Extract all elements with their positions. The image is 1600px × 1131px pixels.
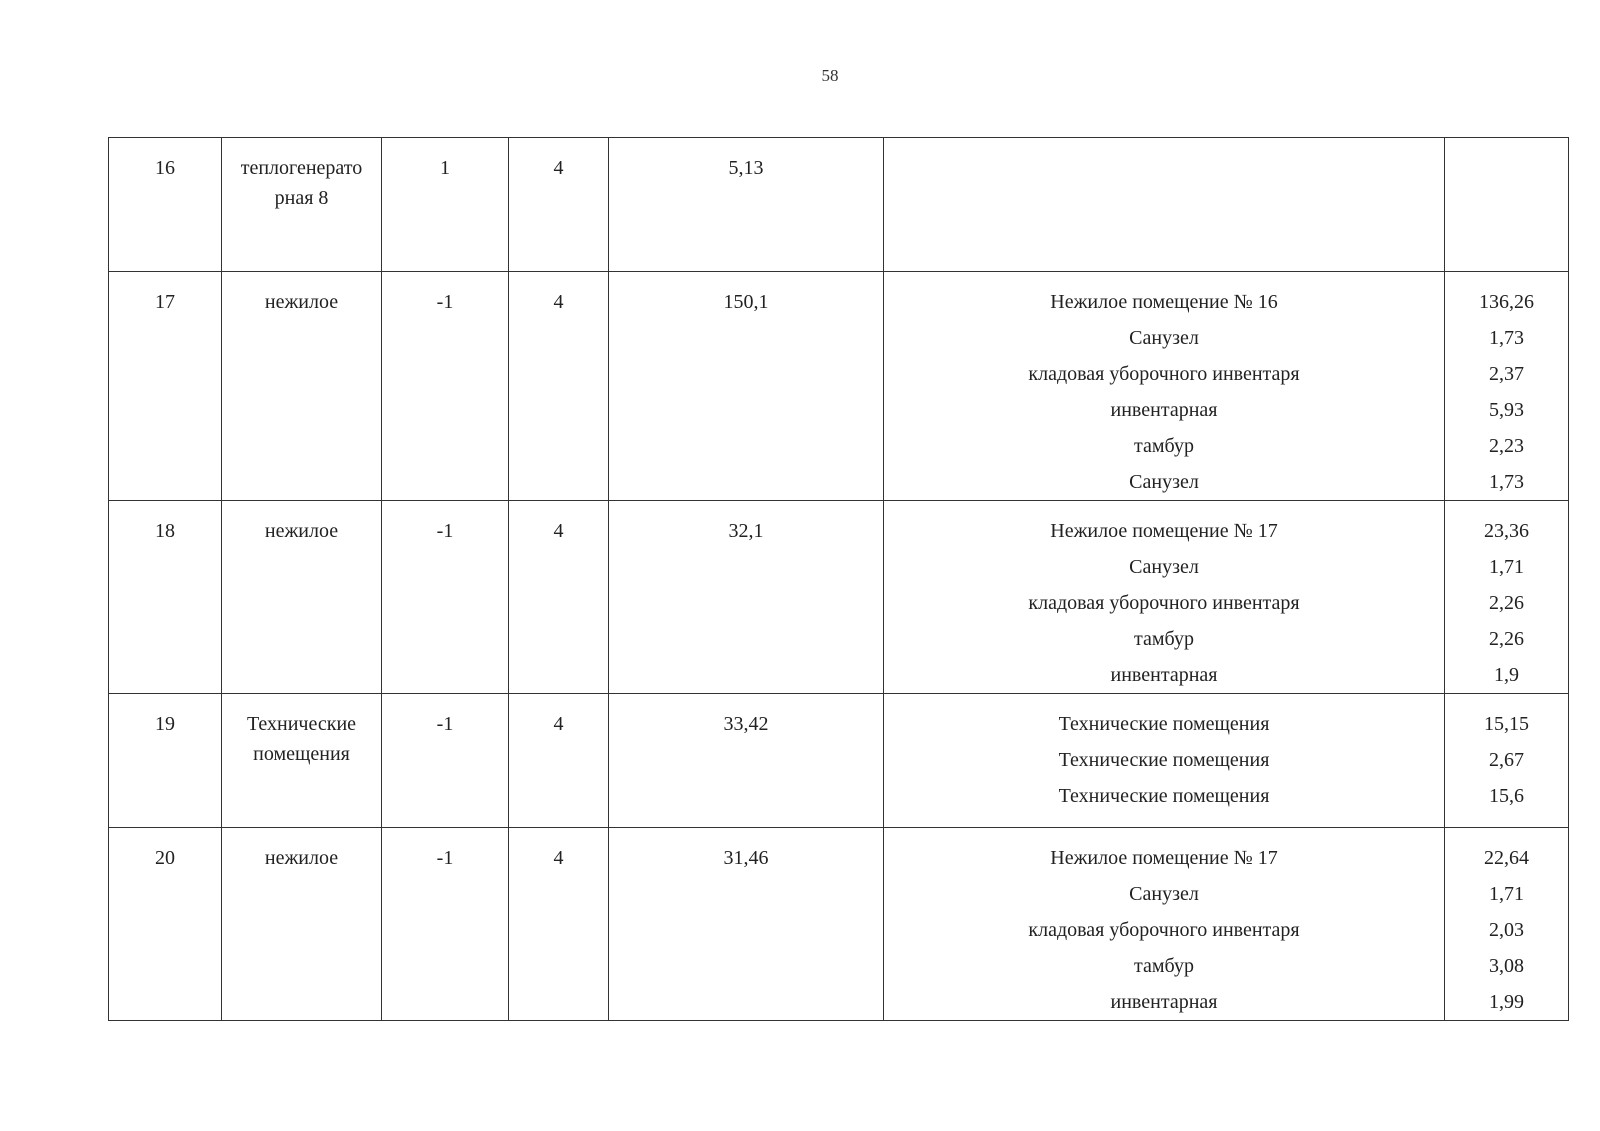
room-areas-cell (1445, 694, 1569, 828)
room-area: 22,64 (1484, 847, 1529, 869)
row-number-cell: 17 (109, 272, 222, 501)
room-name: тамбур (1134, 435, 1194, 457)
column-4-cell: 4 (509, 272, 609, 501)
room-areas-cell (1445, 501, 1569, 694)
page-number: 58 (821, 66, 839, 85)
room-name: инвентарная (1110, 991, 1218, 1013)
column-4-cell: 4 (509, 501, 609, 694)
room-name: кладовая уборочного инвентаря (1028, 592, 1300, 614)
room-area: 5,93 (1489, 399, 1524, 421)
room-area: 3,08 (1489, 955, 1524, 977)
premises-type-cell (222, 694, 382, 828)
floor-cell: -1 (382, 828, 509, 1021)
room-area: 1,71 (1489, 556, 1524, 578)
room-area: 136,26 (1479, 291, 1534, 313)
premises-type-line: нежилое (264, 520, 339, 542)
total-area-cell: 150,1 (609, 272, 884, 501)
room-area: 2,26 (1489, 628, 1524, 650)
row-number-cell: 16 (109, 138, 222, 272)
row-number-cell: 19 (109, 694, 222, 828)
premises-type-line: Технические (246, 713, 357, 735)
column-4-cell: 4 (509, 694, 609, 828)
premises-type-line: нежилое (264, 291, 339, 313)
total-area-cell: 31,46 (609, 828, 884, 1021)
room-areas-cell (1445, 272, 1569, 501)
room-name: Санузел (1129, 471, 1199, 493)
room-area: 2,37 (1489, 363, 1524, 385)
rooms-table (108, 137, 1569, 1021)
floor-cell: -1 (382, 694, 509, 828)
room-name: Санузел (1129, 327, 1199, 349)
room-areas-cell (1445, 138, 1569, 272)
premises-type-line: нежилое (264, 847, 339, 869)
premises-type-line: рная 8 (274, 187, 329, 209)
room-name: кладовая уборочного инвентаря (1028, 363, 1300, 385)
room-area: 2,23 (1489, 435, 1524, 457)
room-name: Технические помещения (1058, 785, 1270, 807)
premises-type-cell (222, 272, 382, 501)
room-name: Санузел (1129, 556, 1199, 578)
room-name: инвентарная (1110, 399, 1218, 421)
room-name: Нежилое помещение № 17 (1050, 847, 1278, 869)
rooms-list-cell (884, 501, 1445, 694)
room-area: 15,6 (1489, 785, 1524, 807)
room-area: 1,71 (1489, 883, 1524, 905)
rooms-list-cell (884, 828, 1445, 1021)
total-area-cell: 5,13 (609, 138, 884, 272)
floor-cell: -1 (382, 272, 509, 501)
room-name: Технические помещения (1058, 749, 1270, 771)
row-number-cell: 20 (109, 828, 222, 1021)
table-row (109, 694, 1569, 828)
table-row (109, 828, 1569, 1021)
room-area: 1,73 (1489, 471, 1524, 493)
room-name: Технические помещения (1058, 713, 1270, 735)
room-area: 1,73 (1489, 327, 1524, 349)
premises-type-line: теплогенерато (240, 157, 363, 179)
room-area: 2,26 (1489, 592, 1524, 614)
room-name: кладовая уборочного инвентаря (1028, 919, 1300, 941)
column-4-cell: 4 (509, 828, 609, 1021)
floor-cell: 1 (382, 138, 509, 272)
room-area: 2,03 (1489, 919, 1524, 941)
rooms-list-cell (884, 694, 1445, 828)
room-name: Нежилое помещение № 16 (1050, 291, 1278, 313)
rooms-list-cell (884, 138, 1445, 272)
room-name: Нежилое помещение № 17 (1050, 520, 1278, 542)
room-areas-cell (1445, 828, 1569, 1021)
room-area: 1,99 (1489, 991, 1524, 1013)
table-row (109, 272, 1569, 501)
total-area-cell: 33,42 (609, 694, 884, 828)
row-number-cell: 18 (109, 501, 222, 694)
room-area: 1,9 (1494, 664, 1519, 686)
room-area: 23,36 (1484, 520, 1529, 542)
premises-type-cell (222, 828, 382, 1021)
rooms-list-cell (884, 272, 1445, 501)
room-name: инвентарная (1110, 664, 1218, 686)
floor-cell: -1 (382, 501, 509, 694)
room-name: Санузел (1129, 883, 1199, 905)
room-name: тамбур (1134, 955, 1194, 977)
room-name: тамбур (1134, 628, 1194, 650)
room-area: 15,15 (1484, 713, 1529, 735)
premises-type-cell (222, 138, 382, 272)
room-area: 2,67 (1489, 749, 1524, 771)
column-4-cell: 4 (509, 138, 609, 272)
premises-type-cell (222, 501, 382, 694)
total-area-cell: 32,1 (609, 501, 884, 694)
table-row (109, 138, 1569, 272)
premises-type-line: помещения (253, 743, 350, 765)
table-row (109, 501, 1569, 694)
